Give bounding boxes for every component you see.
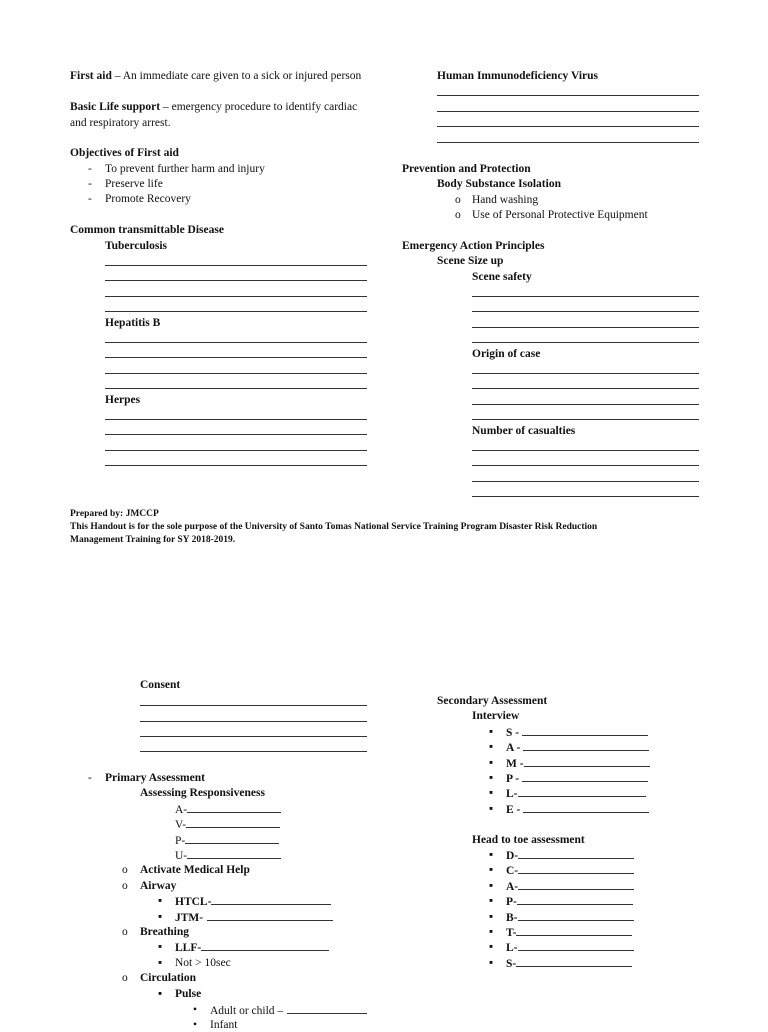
square-bullet: ▪ (489, 772, 494, 784)
blank-line (472, 481, 699, 482)
eap-heading: Emergency Action Principles (402, 240, 545, 252)
airway-item (175, 894, 331, 909)
hiv-heading: Human Immunodeficiency Virus (437, 70, 599, 82)
avpu-item (175, 802, 281, 817)
blank-line (105, 373, 367, 374)
fill-blank (518, 863, 634, 874)
blank-line (472, 296, 699, 297)
blank-line (472, 327, 699, 328)
sample-item (506, 740, 649, 755)
airway-label: JTM- (175, 912, 204, 924)
handout-note-line2: Management Training for SY 2018-2019. (70, 535, 236, 545)
square-bullet: ▪ (489, 880, 494, 892)
blank-line (472, 419, 699, 420)
bsi-bullet: o (455, 209, 461, 221)
airway-item (175, 910, 333, 925)
interview-heading: Interview (472, 710, 520, 722)
avpu-label: P- (175, 835, 186, 847)
disease-herpes: Herpes (105, 394, 141, 406)
disease-hepatitis-b: Hepatitis B (105, 317, 161, 329)
dcap-label: A- (506, 881, 519, 893)
square-bullet: ▪ (489, 957, 494, 969)
scene-size-up: Scene Size up (437, 255, 504, 267)
sample-item (506, 756, 650, 771)
scene-safety: Scene safety (472, 271, 532, 283)
activate-medical-help: Activate Medical Help (140, 864, 250, 876)
square-bullet: ▪ (489, 726, 494, 738)
fill-blank (516, 925, 632, 936)
dcap-item (506, 910, 634, 925)
consent-heading: Consent (140, 679, 181, 691)
square-bullet: ▪ (158, 957, 163, 969)
fill-blank (524, 756, 650, 767)
bsi-item: Hand washing (472, 194, 539, 206)
dcap-label: B- (506, 912, 518, 924)
pulse-heading: Pulse (175, 988, 202, 1000)
fill-blank (187, 802, 281, 813)
objective-bullet: - (88, 163, 92, 175)
objective-item: Preserve life (105, 178, 163, 190)
circle-bullet: o (122, 880, 128, 892)
blank-line (105, 450, 367, 451)
first-aid-term: First aid (70, 70, 112, 82)
dcap-item (506, 879, 634, 894)
fill-blank (518, 848, 634, 859)
objective-bullet: - (88, 178, 92, 190)
blank-line (105, 311, 367, 312)
blank-line (472, 311, 699, 312)
square-bullet: ▪ (489, 803, 494, 815)
square-bullet: ▪ (158, 988, 163, 1000)
blank-line (105, 465, 367, 466)
square-bullet: ▪ (489, 941, 494, 953)
dcap-item (506, 894, 633, 909)
avpu-label: U- (175, 850, 188, 862)
blank-line (105, 280, 367, 281)
dcap-item (506, 940, 634, 955)
blank-line (140, 736, 367, 737)
blank-line (105, 265, 367, 266)
breathing-heading: Breathing (140, 926, 189, 938)
dcap-label: D- (506, 850, 519, 862)
circle-bullet: o (122, 864, 128, 876)
assessing-responsiveness: Assessing Responsiveness (140, 787, 265, 799)
first-aid-definition (70, 69, 361, 83)
fill-blank (211, 894, 331, 905)
objective-item: Promote Recovery (105, 193, 191, 205)
circulation-heading: Circulation (140, 972, 197, 984)
handout-note-line1: This Handout is for the sole purpose of the University of Santo Tomas National Service Training Program Disaster Risk Reduction (70, 522, 598, 532)
pulse-item (210, 1003, 367, 1018)
objectives-heading: Objectives of First aid (70, 147, 179, 159)
square-bullet: ▪ (158, 895, 163, 907)
blank-line (472, 342, 699, 343)
dcap-label: P- (506, 896, 517, 908)
objective-item: To prevent further harm and injury (105, 163, 265, 175)
bls-def-cont: and respiratory arrest. (70, 117, 171, 129)
dcap-label: L- (506, 942, 518, 954)
dot-bullet: • (193, 1019, 198, 1031)
bsi-item: Use of Personal Protective Equipment (472, 209, 648, 221)
blank-line (105, 434, 367, 435)
fill-blank (186, 817, 280, 828)
square-bullet: ▪ (489, 787, 494, 799)
square-bullet: ▪ (158, 941, 163, 953)
sample-item (506, 802, 649, 817)
blank-line (437, 111, 699, 112)
blank-line (437, 95, 699, 96)
square-bullet: ▪ (489, 849, 494, 861)
fill-blank (518, 786, 646, 797)
airway-heading: Airway (140, 880, 177, 892)
blank-line (105, 296, 367, 297)
dot-bullet: • (193, 1004, 198, 1016)
avpu-item (175, 817, 280, 832)
blank-line (140, 721, 367, 722)
avpu-label: A- (175, 804, 188, 816)
bsi-heading: Body Substance Isolation (437, 178, 561, 190)
dcap-item (506, 925, 632, 940)
circle-bullet: o (122, 972, 128, 984)
pulse-item: Infant (210, 1019, 238, 1031)
number-of-casualties: Number of casualties (472, 425, 576, 437)
bsi-bullet: o (455, 194, 461, 206)
fill-blank (185, 833, 279, 844)
fill-blank (516, 956, 632, 967)
blank-line (472, 465, 699, 466)
dcap-item (506, 956, 632, 971)
blank-line (140, 705, 367, 706)
fill-blank (201, 940, 329, 951)
pulse-label: Adult or child – (210, 1005, 284, 1017)
dcap-label: C- (506, 865, 519, 877)
sample-label: M - (506, 758, 524, 770)
square-bullet: ▪ (489, 757, 494, 769)
blank-line (472, 373, 699, 374)
bls-def: – emergency procedure to identify cardiac (160, 101, 358, 113)
fill-blank (187, 848, 281, 859)
square-bullet: ▪ (489, 926, 494, 938)
bls-term: Basic Life support (70, 101, 161, 113)
prepared-by: Prepared by: JMCCP (70, 509, 159, 519)
breathing-item: Not > 10sec (175, 957, 231, 969)
fill-blank (522, 771, 648, 782)
bls-definition (70, 100, 357, 114)
primary-assessment: Primary Assessment (105, 772, 205, 784)
sample-label: S - (506, 727, 520, 739)
avpu-item (175, 833, 279, 848)
blank-line (140, 751, 367, 752)
dcap-item (506, 848, 634, 863)
square-bullet: ▪ (489, 741, 494, 753)
fill-blank (522, 725, 648, 736)
blank-line (472, 388, 699, 389)
prevention-heading: Prevention and Protection (402, 163, 531, 175)
fill-blank (518, 879, 634, 890)
dcap-label: T- (506, 927, 517, 939)
secondary-assessment: Secondary Assessment (437, 695, 548, 707)
fill-blank (518, 910, 634, 921)
sample-label: A - (506, 742, 521, 754)
square-bullet: ▪ (489, 895, 494, 907)
sample-item (506, 786, 646, 801)
airway-label: HTCL- (175, 896, 212, 908)
blank-line (472, 496, 699, 497)
fill-blank (518, 940, 634, 951)
square-bullet: ▪ (158, 911, 163, 923)
blank-line (105, 388, 367, 389)
blank-line (472, 404, 699, 405)
blank-line (472, 450, 699, 451)
blank-line (437, 126, 699, 127)
blank-line (105, 342, 367, 343)
disease-heading: Common transmittable Disease (70, 224, 224, 236)
avpu-item (175, 848, 281, 863)
fill-blank (207, 910, 333, 921)
objective-bullet: - (88, 193, 92, 205)
breathing-label: LLF- (175, 942, 202, 954)
fill-blank (287, 1003, 367, 1014)
sample-label: L- (506, 788, 518, 800)
avpu-label: V- (175, 819, 187, 831)
square-bullet: ▪ (489, 864, 494, 876)
sample-label: P - (506, 773, 520, 785)
dcap-item (506, 863, 634, 878)
square-bullet: ▪ (489, 911, 494, 923)
primary-bullet: - (88, 772, 92, 784)
blank-line (105, 419, 367, 420)
blank-line (105, 357, 367, 358)
dcap-label: S- (506, 958, 517, 970)
circle-bullet: o (122, 926, 128, 938)
first-aid-def: – An immediate care given to a sick or injured person (111, 70, 362, 82)
sample-label: E - (506, 804, 521, 816)
sample-item (506, 725, 648, 740)
fill-blank (523, 802, 649, 813)
breathing-item (175, 940, 329, 955)
fill-blank (517, 894, 633, 905)
fill-blank (523, 740, 649, 751)
origin-of-case: Origin of case (472, 348, 541, 360)
disease-tuberculosis: Tuberculosis (105, 240, 167, 252)
head-to-toe-heading: Head to toe assessment (472, 834, 585, 846)
sample-item (506, 771, 648, 786)
blank-line (437, 142, 699, 143)
